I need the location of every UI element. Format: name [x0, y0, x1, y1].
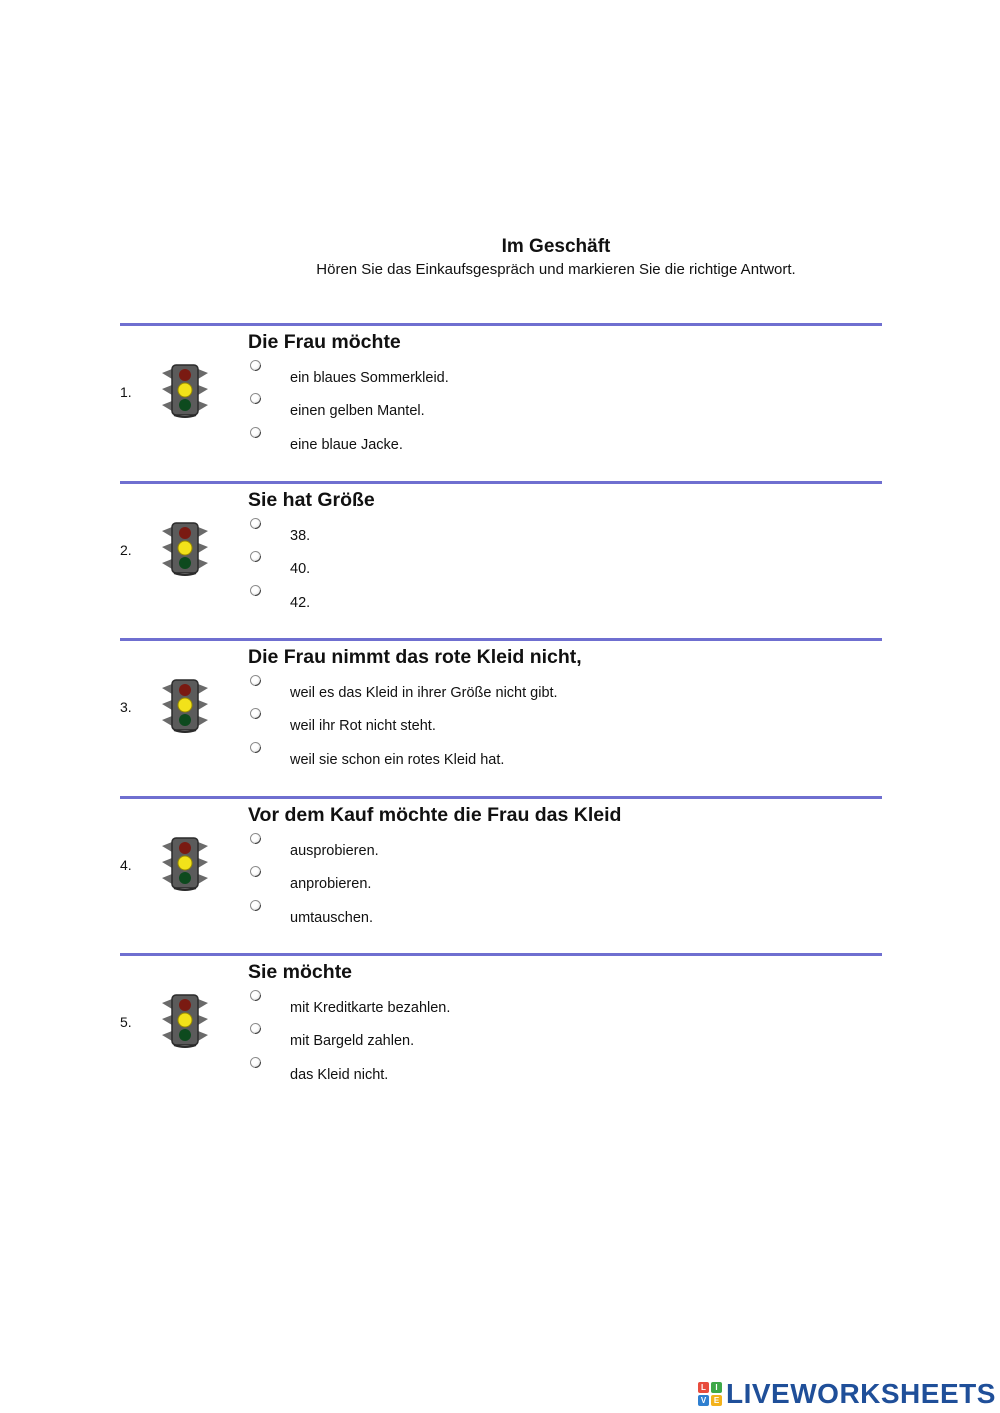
answer-option-label: anprobieren.	[290, 876, 372, 893]
answer-option-label: ausprobieren.	[290, 843, 379, 859]
radio-button-icon[interactable]	[250, 990, 261, 1001]
radio-button-icon[interactable]	[250, 518, 261, 529]
radio-button-icon[interactable]	[250, 742, 261, 753]
question-number: 1.	[120, 384, 132, 400]
traffic-light-icon	[158, 993, 212, 1049]
radio-button-icon[interactable]	[250, 900, 261, 911]
answer-option-label: 38.	[290, 528, 311, 544]
question-block	[120, 323, 882, 473]
answer-option-label: einen gelben Mantel.	[290, 403, 425, 420]
answer-option-label: weil es das Kleid in ihrer Größe nicht gibt.	[290, 685, 558, 701]
radio-button-icon[interactable]	[250, 708, 261, 719]
question-block	[120, 638, 882, 788]
question-number: 4.	[120, 857, 132, 873]
question-prompt: Die Frau nimmt das rote Kleid nicht,	[248, 646, 582, 668]
question-divider	[120, 481, 882, 484]
worksheet-title: Im Geschäft	[501, 236, 611, 257]
question-divider	[120, 323, 882, 326]
answer-option-label: das Kleid nicht.	[290, 1066, 389, 1083]
answer-option-label: 40.	[290, 561, 311, 578]
radio-button-icon[interactable]	[250, 585, 261, 596]
radio-button-icon[interactable]	[250, 551, 261, 562]
answer-option-label: mit Bargeld zahlen.	[290, 1033, 415, 1050]
question-prompt: Vor dem Kauf möchte die Frau das Kleid	[248, 804, 622, 826]
radio-button-icon[interactable]	[250, 427, 261, 438]
radio-button-icon[interactable]	[250, 393, 261, 404]
traffic-light-icon	[158, 836, 212, 892]
question-prompt: Sie möchte	[248, 961, 353, 983]
question-block	[120, 796, 882, 946]
question-divider	[120, 953, 882, 956]
question-number: 2.	[120, 542, 132, 558]
traffic-light-icon	[158, 363, 212, 419]
answer-option-label: umtauschen.	[290, 909, 374, 926]
logo-text: LIVEWORKSHEETS	[726, 1378, 996, 1409]
radio-button-icon[interactable]	[250, 833, 261, 844]
answer-option-label: 42.	[290, 594, 311, 611]
question-prompt: Die Frau möchte	[248, 331, 401, 353]
question-block	[120, 481, 882, 631]
liveworksheets-logo	[698, 1378, 996, 1410]
question-number: 3.	[120, 699, 132, 715]
question-prompt: Sie hat Größe	[248, 489, 375, 511]
radio-button-icon[interactable]	[250, 675, 261, 686]
traffic-light-icon	[158, 521, 212, 577]
traffic-light-icon	[158, 678, 212, 734]
radio-button-icon[interactable]	[250, 1057, 261, 1068]
radio-button-icon[interactable]	[250, 1023, 261, 1034]
worksheet-instruction: Hören Sie das Einkaufsgespräch und markieren Sie die richtige Antwort.	[316, 261, 796, 278]
worksheet-header	[0, 236, 1000, 278]
answer-option-label: ein blaues Sommerkleid.	[290, 370, 449, 386]
question-divider	[120, 638, 882, 641]
answer-option-label: mit Kreditkarte bezahlen.	[290, 1000, 451, 1016]
question-number: 5.	[120, 1014, 132, 1030]
answer-option-label: eine blaue Jacke.	[290, 436, 403, 453]
answer-option-label: weil ihr Rot nicht steht.	[290, 718, 436, 735]
radio-button-icon[interactable]	[250, 360, 261, 371]
question-divider	[120, 796, 882, 799]
question-block	[120, 953, 882, 1103]
radio-button-icon[interactable]	[250, 866, 261, 877]
answer-option-label: weil sie schon ein rotes Kleid hat.	[290, 751, 505, 768]
logo-mark-icon: L I V E	[698, 1382, 722, 1406]
